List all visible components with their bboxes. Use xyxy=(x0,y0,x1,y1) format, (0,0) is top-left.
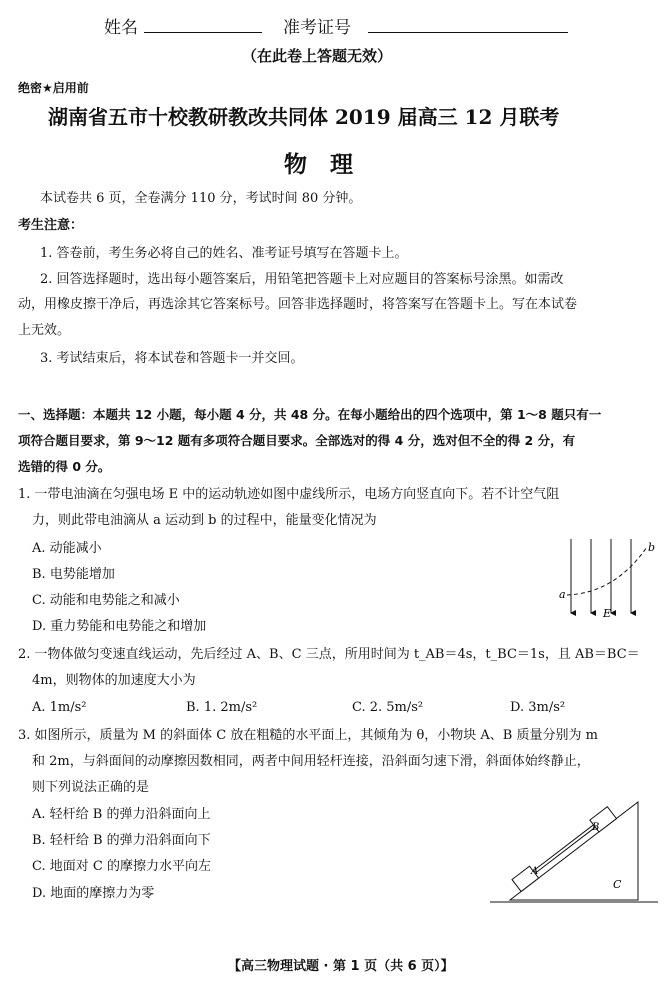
q3-option-c: C. 地面对 C 的摩擦力水平向左 xyxy=(32,859,211,874)
label-b: b xyxy=(648,541,656,554)
q2-stem-2: 4m，则物体的加速度大小为 xyxy=(32,673,196,688)
note-3: 3. 考试结束后，将本试卷和答题卡一并交回。 xyxy=(40,351,304,366)
label-C: C xyxy=(613,878,622,891)
q1-field-diagram xyxy=(555,535,660,625)
page-footer: 【高三物理试题 · 第 1 页（共 6 页）】 xyxy=(228,959,454,974)
q2-option-d: D. 3m/s² xyxy=(510,700,566,715)
notes-heading: 考生注意： xyxy=(18,218,84,233)
q1-option-c: C. 动能和电势能之和减小 xyxy=(32,593,180,608)
q1-stem-2: 力，则此带电油滴从 a 运动到 b 的过程中，能量变化情况为 xyxy=(32,513,377,528)
q3-incline-diagram xyxy=(490,800,660,905)
q3-option-b: B. 轻杆给 B 的弹力沿斜面向下 xyxy=(32,833,211,848)
note-2a: 2. 回答选择题时，选出每小题答案后，用铅笔把答题卡上对应题目的答案标号涂黑。如需改 xyxy=(40,272,564,287)
name-label: 姓名 xyxy=(104,18,138,38)
note-2c: 上无效。 xyxy=(18,323,71,338)
q3-stem-3: 则下列说法正确的是 xyxy=(32,780,150,795)
q3-stem-2: 和 2m，与斜面间的动摩擦因数相同，两者中间用轻杆连接，沿斜面匀速下滑，斜面体始终静止， xyxy=(32,754,590,769)
q2-option-c: C. 2. 5m/s² xyxy=(352,700,424,715)
q1-option-a: A. 动能减小 xyxy=(32,541,102,556)
secret-mark: 绝密★启用前 xyxy=(18,81,89,95)
label-B: B xyxy=(592,822,600,833)
q2-stem-1: 2. 一物体做匀变速直线运动，先后经过 A、B、C 三点，所用时间为 t_AB＝4s，t_BC＝1s，且 AB＝BC＝ xyxy=(18,647,640,662)
q3-option-a: A. 轻杆给 B 的弹力沿斜面向上 xyxy=(32,807,211,822)
label-a: a xyxy=(559,588,566,601)
exam-info: 本试卷共 6 页，全卷满分 110 分，考试时间 80 分钟。 xyxy=(40,191,362,206)
id-label: 准考证号 xyxy=(283,18,351,38)
q2-option-b: B. 1. 2m/s² xyxy=(186,700,258,715)
q3-stem-1: 3. 如图所示，质量为 M 的斜面体 C 放在粗糙的水平面上，其倾角为 θ，小物块 A、B 质量分别为 m xyxy=(18,728,598,743)
note-1: 1. 答卷前，考生务必将自己的姓名、准考证号填写在答题卡上。 xyxy=(40,246,408,261)
q1-option-b: B. 电势能增加 xyxy=(32,567,115,582)
q3-option-d: D. 地面的摩擦力为零 xyxy=(32,886,155,901)
invalid-note: （在此卷上答题无效） xyxy=(242,47,393,65)
q2-option-a: A. 1m/s² xyxy=(32,700,87,715)
exam-title: 湖南省五市十校教研教改共同体 2019 届高三 12 月联考 xyxy=(48,105,560,129)
trajectory-dashed xyxy=(567,547,647,595)
note-2b: 动，用橡皮擦干净后，再选涂其它答案标号。回答非选择题时，将答案写在答题卡上。写在本试卷 xyxy=(18,297,578,312)
q1-stem-1: 1. 一带电油滴在匀强电场 E 中的运动轨迹如图中虚线所示，电场方向竖直向下。若不计空气阻 xyxy=(18,487,560,502)
section-line-1: 一、选择题：本题共 12 小题，每小题 4 分，共 48 分。在每小题给出的四个选项中，第 1～8 题只有一 xyxy=(18,407,602,422)
name-blank xyxy=(144,16,262,33)
field-lines xyxy=(571,539,631,613)
q1-option-d: D. 重力势能和电势能之和增加 xyxy=(32,619,207,634)
label-E: E xyxy=(603,607,612,620)
light-rod-top xyxy=(533,825,593,871)
id-blank xyxy=(368,16,568,33)
label-A: A xyxy=(531,866,539,877)
subject-title: 物 理 xyxy=(284,152,353,178)
light-rod-bottom xyxy=(535,827,595,873)
section-line-2: 项符合题目要求，第 9～12 题有多项符合题目要求。全部选对的得 4 分，选对但不全的得 2 分，有 xyxy=(18,433,576,448)
section-line-3: 选错的得 0 分。 xyxy=(18,459,111,474)
